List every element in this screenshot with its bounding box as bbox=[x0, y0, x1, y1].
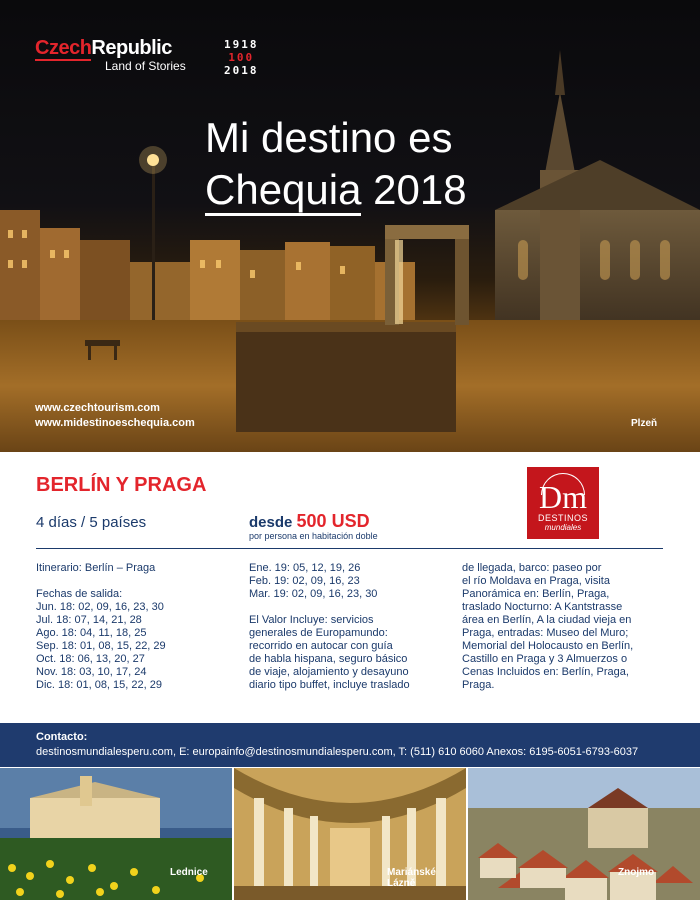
logo-republic: Republic bbox=[91, 37, 172, 59]
link-czechtourism[interactable]: www.czechtourism.com bbox=[35, 402, 160, 414]
includes-line: diario tipo buffet, incluye traslado bbox=[249, 679, 410, 691]
includes-line: Cenas Incluidos en: Berlín, Praga, bbox=[462, 666, 629, 678]
includes-line: Praga. bbox=[462, 679, 495, 691]
photo-lednice bbox=[0, 768, 232, 900]
trip-duration: 4 días / 5 países bbox=[36, 514, 147, 531]
logo-arc-icon bbox=[541, 473, 585, 495]
date-line: Ene. 19: 05, 12, 19, 26 bbox=[249, 562, 361, 574]
date-line: Nov. 18: 03, 10, 17, 24 bbox=[36, 666, 147, 678]
czech-republic-logo bbox=[35, 38, 186, 74]
web-links bbox=[35, 401, 195, 431]
contact-label: Contacto: bbox=[36, 731, 88, 743]
includes-line: recorrido en autocar con guía bbox=[249, 640, 393, 652]
headline-chequia: Chequia bbox=[205, 166, 361, 216]
headline bbox=[205, 112, 467, 216]
date-line: Sep. 18: 01, 08, 15, 22, 29 bbox=[36, 640, 166, 652]
includes-line: Panorámica en: Berlín, Praga, bbox=[462, 588, 610, 600]
znojmo-town-image bbox=[468, 768, 700, 900]
includes-line: El Valor Incluye: servicios bbox=[249, 614, 374, 626]
dm-mark: Dm bbox=[539, 479, 587, 515]
includes-line: Memorial del Holocausto en Berlín, bbox=[462, 640, 634, 652]
includes-line: Castillo en Praga y 3 Almuerzos o bbox=[462, 653, 628, 665]
date-line: Feb. 19: 02, 09, 16, 23 bbox=[249, 575, 360, 587]
date-line: Ago. 18: 04, 11, 18, 25 bbox=[36, 627, 147, 639]
date-line: Mar. 19: 02, 09, 16, 23, 30 bbox=[249, 588, 378, 600]
year-1918: 1918 bbox=[224, 38, 259, 51]
price-note: por persona en habitación doble bbox=[249, 531, 378, 541]
date-line: Oct. 18: 06, 13, 20, 27 bbox=[36, 653, 145, 665]
contact-bar bbox=[0, 723, 700, 767]
date-line: Jul. 18: 07, 14, 21, 28 bbox=[36, 614, 142, 626]
year-100: 100 bbox=[228, 51, 255, 64]
contact-details[interactable]: destinosmundialesperu.com, E: europainfo@destinosmundialesperu.com, T: (511) 610 6060 Anexos: 6195-6051-6793-6037 bbox=[36, 746, 639, 758]
lednice-castle-image bbox=[0, 768, 232, 900]
date-line: Dic. 18: 01, 08, 15, 22, 29 bbox=[36, 679, 162, 691]
includes-line: de viaje, alojamiento y desayuno bbox=[249, 666, 409, 678]
photo-marianske bbox=[234, 768, 466, 900]
photo-caption-plzen: Plzeň bbox=[631, 418, 658, 429]
centenary-badge bbox=[224, 38, 259, 77]
dates-includes-column bbox=[249, 562, 449, 692]
itinerary: Itinerario: Berlín – Praga bbox=[36, 562, 156, 574]
includes-line: Praga, entradas: Museo del Muro; bbox=[462, 627, 629, 639]
includes-line: área en Berlín, A la ciudad vieja en bbox=[462, 614, 632, 626]
link-midestino[interactable]: www.midestinoeschequia.com bbox=[35, 417, 195, 429]
photo-caption-marianske: Mariánské Lázně bbox=[387, 867, 436, 889]
headline-line1: Mi destino es bbox=[205, 114, 453, 161]
logo-czech: Czech bbox=[35, 37, 92, 59]
dates-label: Fechas de salida: bbox=[36, 588, 123, 600]
date-line: Jun. 18: 02, 09, 16, 23, 30 bbox=[36, 601, 164, 613]
divider bbox=[36, 548, 663, 549]
photo-caption-znojmo: Znojmo bbox=[618, 867, 655, 878]
trip-title: BERLÍN Y PRAGA bbox=[36, 474, 207, 496]
includes-line: de habla hispana, seguro básico bbox=[249, 653, 408, 665]
destinos-mundiales-logo bbox=[527, 467, 599, 539]
dm-name2: mundiales bbox=[544, 523, 582, 532]
includes-line: traslado Nocturno: A Kantstrasse bbox=[462, 601, 623, 613]
photo-znojmo bbox=[468, 768, 700, 900]
dm-name: DESTINOS bbox=[537, 513, 588, 523]
price-prefix: desde bbox=[249, 514, 297, 531]
itinerary-column bbox=[36, 562, 226, 692]
headline-year: 2018 bbox=[361, 166, 467, 213]
logo-tagline: Land of Stories bbox=[105, 59, 186, 73]
trip-price bbox=[249, 511, 378, 541]
includes-line: de llegada, barco: paseo por bbox=[462, 562, 602, 574]
photo-caption-lednice: Lednice bbox=[170, 867, 208, 878]
includes-line: el río Moldava en Praga, visita bbox=[462, 575, 610, 587]
includes-continued-column bbox=[462, 562, 667, 692]
year-2018: 2018 bbox=[224, 64, 259, 77]
price-amount: 500 USD bbox=[296, 511, 370, 531]
includes-line: generales de Europamundo: bbox=[249, 627, 388, 639]
